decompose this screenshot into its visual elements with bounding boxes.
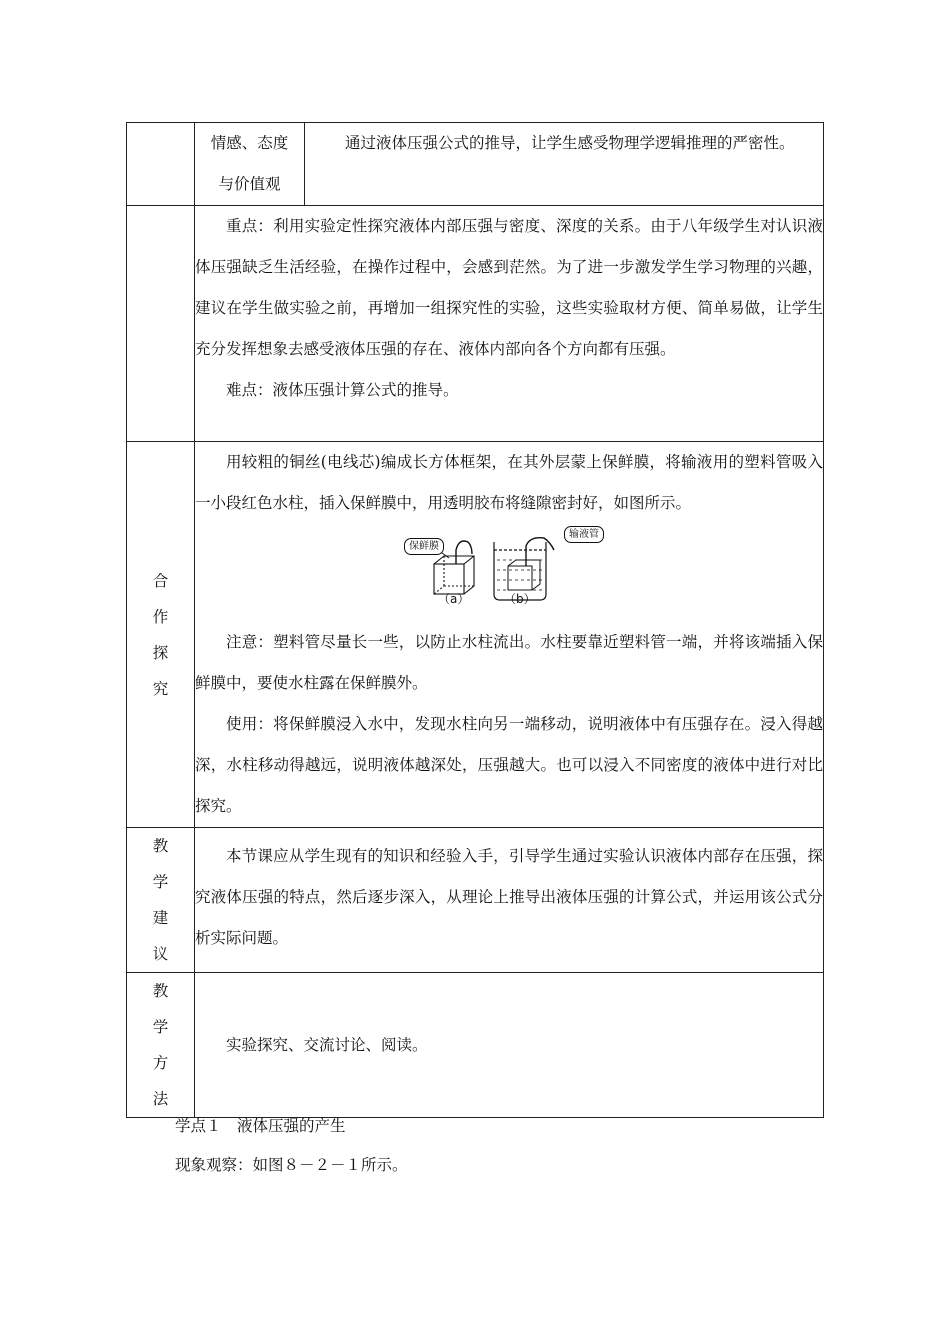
cooperative-inquiry-cell (195, 442, 824, 828)
row-cooperative-inquiry (127, 442, 824, 828)
teaching-methods-cell (195, 973, 824, 1118)
row-teaching-advice (127, 828, 824, 973)
row-teaching-methods (127, 973, 824, 1118)
attitude-sublabel-line2: 与价值观 (218, 175, 281, 193)
key-points-cell (195, 206, 824, 442)
inquiry-note-text: 注意：塑料管尽量长一些，以防止水柱流出。水柱要靠近塑料管一端，并将该端插入保鲜膜中，要使水柱露在保鲜膜外。 (195, 633, 823, 692)
teaching-methods-text: 实验探究、交流讨论、阅读。 (226, 1035, 428, 1054)
inquiry-usage-text: 使用：将保鲜膜浸入水中，发现水柱向另一端移动，说明液体中有压强存在。浸入得越深，水柱移动得越远，说明液体越深处，压强越大。也可以浸入不同密度的液体中进行对比探究。 (195, 715, 823, 815)
difficulty-text: 难点：液体压强计算公式的推导。 (226, 381, 459, 399)
teaching-advice-text: 本节课应从学生现有的知识和经验入手，引导学生通过实验认识液体内部存在压强，探究液体压强的特点，然后逐步深入，从理论上推导出液体压强的计算公式，并运用该公式分析实际问题。 (195, 847, 823, 947)
tag-infusion-tube: 输液管 (564, 526, 604, 543)
advice-label-char-1: 教 (152, 837, 169, 855)
experiment-figure (404, 528, 614, 620)
row-attitude-label-empty (127, 123, 195, 206)
row-attitude (127, 123, 824, 206)
cooperative-inquiry-label (127, 442, 195, 828)
teaching-advice-cell (195, 828, 824, 973)
methods-label-char-3: 方 (152, 1054, 169, 1072)
cooperative-label-char-2: 作 (152, 607, 169, 626)
advice-label-char-2: 学 (152, 873, 169, 891)
advice-label-char-4: 议 (152, 945, 169, 963)
attitude-sublabel-line1: 情感、态度 (210, 134, 289, 152)
attitude-text: 通过液体压强公式的推导，让学生感受物理学逻辑推理的严密性。 (345, 134, 795, 152)
cooperative-label-char-4: 究 (152, 679, 169, 698)
section-heading: 学点１ 液体压强的产生 (175, 1117, 346, 1135)
caption-b: （b） (504, 592, 536, 606)
key-points-text: 重点：利用实验定性探究液体内部压强与密度、深度的关系。由于八年级学生对认识液体压强缺乏生活经验，在操作过程中，会感到茫然。为了进一步激发学生学习物理的兴趣，建议在学生做实验之前，再增加一组探究性的实验，这些实验取材方便、简单易做，让学生充分发挥想象去感受液体压强的存在、液体内部向各个方向都有压强。 (195, 217, 823, 358)
teaching-methods-label (127, 973, 195, 1118)
tag-plastic-wrap: 保鲜膜 (404, 538, 444, 555)
tube-a (456, 541, 472, 564)
row-key-points-label-empty (127, 206, 195, 442)
lesson-plan-table (126, 122, 824, 1118)
attitude-sublabel (195, 123, 305, 206)
advice-label-char-3: 建 (152, 909, 169, 927)
row-key-points (127, 206, 824, 442)
inquiry-method-text: 用较粗的铜丝(电线芯)编成长方体框架，在其外层蒙上保鲜膜，将输液用的塑料管吸入一小段红色水柱，插入保鲜膜中，用透明胶布将缝隙密封好，如图所示。 (195, 453, 823, 512)
phenomenon-observation: 现象观察：如图８－２－１所示。 (175, 1156, 408, 1174)
teaching-advice-label (127, 828, 195, 973)
caption-a: （a） (438, 592, 470, 606)
cooperative-label-char-3: 探 (152, 643, 169, 662)
attitude-cell (305, 123, 824, 206)
cooperative-label-char-1: 合 (152, 571, 169, 590)
methods-label-char-4: 法 (152, 1090, 169, 1108)
methods-label-char-2: 学 (152, 1018, 169, 1036)
methods-label-char-1: 教 (152, 982, 169, 1000)
